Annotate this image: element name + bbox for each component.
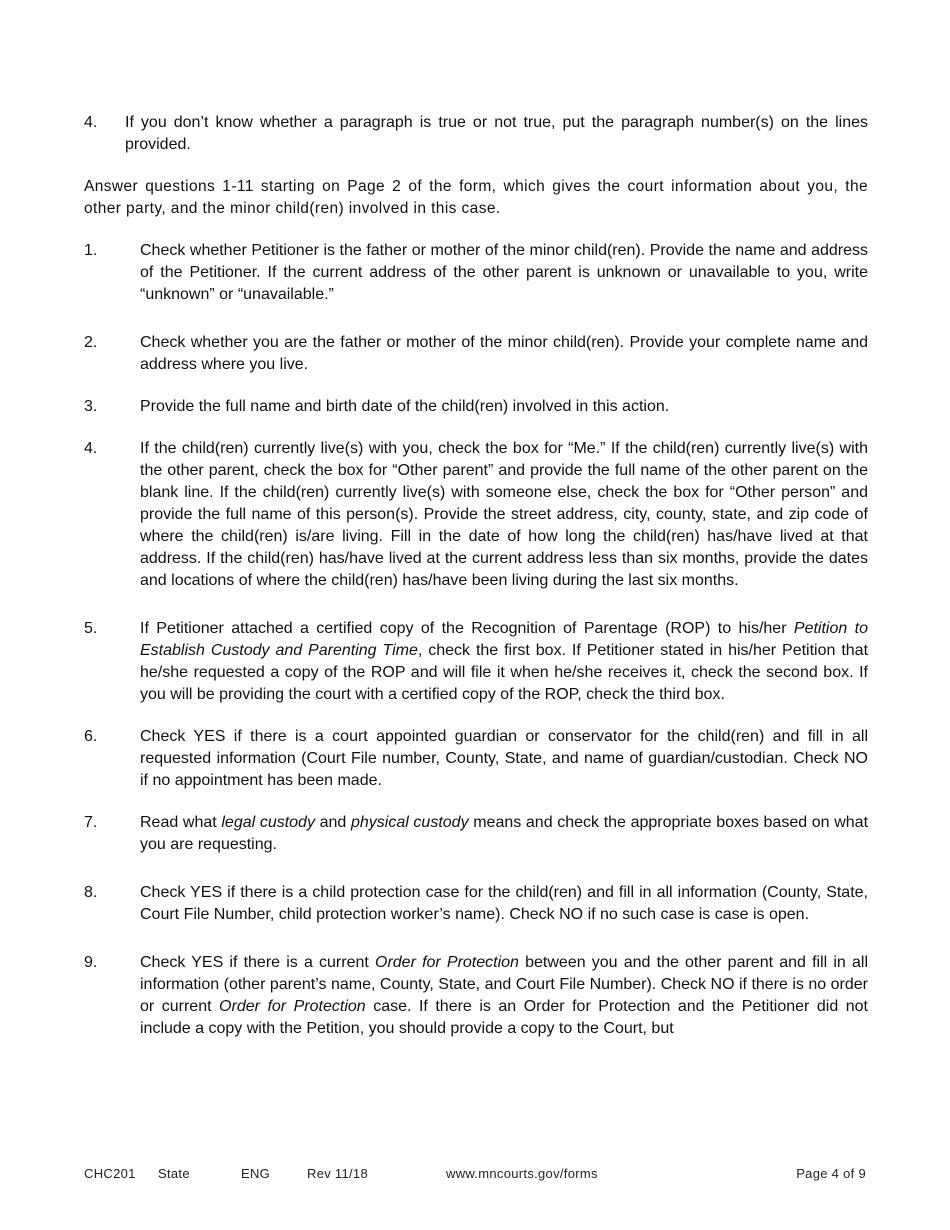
text-segment: between you and the other parent and fill in all information (other parent’s name, County, State, and Court File Number). Check NO if there is no order or current (140, 954, 868, 1015)
text-segment: , check the first box. If Petitioner stated in his/her Petition that he/she requested a copy of the ROP and will file it when he/she receives it, check the second box. If you will be providing the court with a certified copy of the ROP, check the third box. (140, 642, 869, 703)
item-number: 6. (84, 728, 98, 745)
list-item (84, 726, 868, 792)
list-item (84, 396, 868, 418)
item-number: 3. (84, 398, 98, 415)
item-number: 8. (84, 884, 98, 901)
italic-term: legal custody (221, 814, 315, 831)
item-text (140, 812, 868, 856)
instructions-intro: Answer questions 1-11 starting on Page 2 of the form, which gives the court information about you, the other party, and the minor child(ren) involved in this case. (84, 178, 868, 217)
list-item (84, 438, 868, 592)
instructions-content (84, 112, 868, 1040)
list-item (84, 618, 868, 706)
item-number: 4. (84, 440, 98, 457)
footer-form-code: CHC201 (84, 1166, 136, 1181)
item-text: Provide the full name and birth date of the child(ren) involved in this action. (140, 398, 670, 415)
item-number: 7. (84, 814, 98, 831)
italic-term: Order for Protection (219, 998, 366, 1015)
list-item (84, 240, 868, 306)
footer-scope: State (158, 1166, 190, 1181)
item-text: Check YES if there is a court appointed guardian or conservator for the child(ren) and fill in all requested information (Court File number, County, State, and name of guardian/custodian. Check NO if no appointment has been made. (140, 728, 868, 789)
item-text: Check whether you are the father or mother of the minor child(ren). Provide your complete name and address where you live. (140, 334, 868, 373)
footer-language: ENG (241, 1166, 271, 1181)
item-text: If the child(ren) currently live(s) with you, check the box for “Me.” If the child(ren) currently live(s) with the other parent, check the box for “Other parent” and provide the full name of the other parent on the blank line. If the child(ren) currently live(s) with someone else, check the box for “Other person” and provide the full name of this person(s). Provide the street address, city, county, state, and zip code of where the child(ren) is/are living. Fill in the date of how long the child(ren) has/have lived at that address. If the child(ren) has/have lived at the current address less than six months, provide the dates and locations of where the child(ren) has/have been living during the last six months. (140, 440, 868, 589)
text-segment: Read what (140, 814, 222, 831)
list-item (84, 882, 868, 926)
list-item (84, 812, 868, 856)
item-number: 2. (84, 334, 98, 351)
item-text: If you don’t know whether a paragraph is true or not true, put the paragraph number(s) on the lines provided. (125, 114, 868, 153)
item-number: 5. (84, 620, 98, 637)
item-number: 9. (84, 954, 98, 971)
item-text: Check YES if there is a child protection case for the child(ren) and fill in all information (County, State, Court File Number, child protection worker’s name). Check NO if no such case is case is open. (140, 884, 868, 923)
item-text (140, 952, 868, 1040)
text-segment: means and check the appropriate boxes based on what you are requesting. (140, 814, 869, 853)
text-segment: case. If there is an Order for Protection and the Petitioner did not include a copy with the Petition, you should provide a copy to the Court, but (140, 998, 869, 1037)
item-text (140, 618, 868, 706)
footer-website: www.mncourts.gov/forms (446, 1166, 598, 1181)
list-item-intro (84, 112, 868, 156)
footer-revision: Rev 11/18 (307, 1166, 368, 1181)
footer-page-number: Page 4 of 9 (796, 1166, 866, 1181)
italic-title: Petition to Establish Custody and Parenting Time (140, 620, 868, 659)
italic-term: physical custody (350, 814, 469, 831)
list-item (84, 952, 868, 1040)
list-item (84, 332, 868, 376)
text-segment: Check YES if there is a current (140, 954, 375, 971)
item-number: 4. (84, 114, 98, 131)
text-segment: and (314, 814, 351, 831)
text-segment: If Petitioner attached a certified copy of the Recognition of Parentage (ROP) to his/her (140, 620, 794, 637)
italic-term: Order for Protection (375, 954, 519, 971)
item-number: 1. (84, 242, 98, 259)
item-text: Check whether Petitioner is the father or mother of the minor child(ren). Provide the name and address of the Petitioner. If the current address of the other parent is unknown or unavailable to you, write “unknown” or “unavailable.” (140, 242, 868, 303)
